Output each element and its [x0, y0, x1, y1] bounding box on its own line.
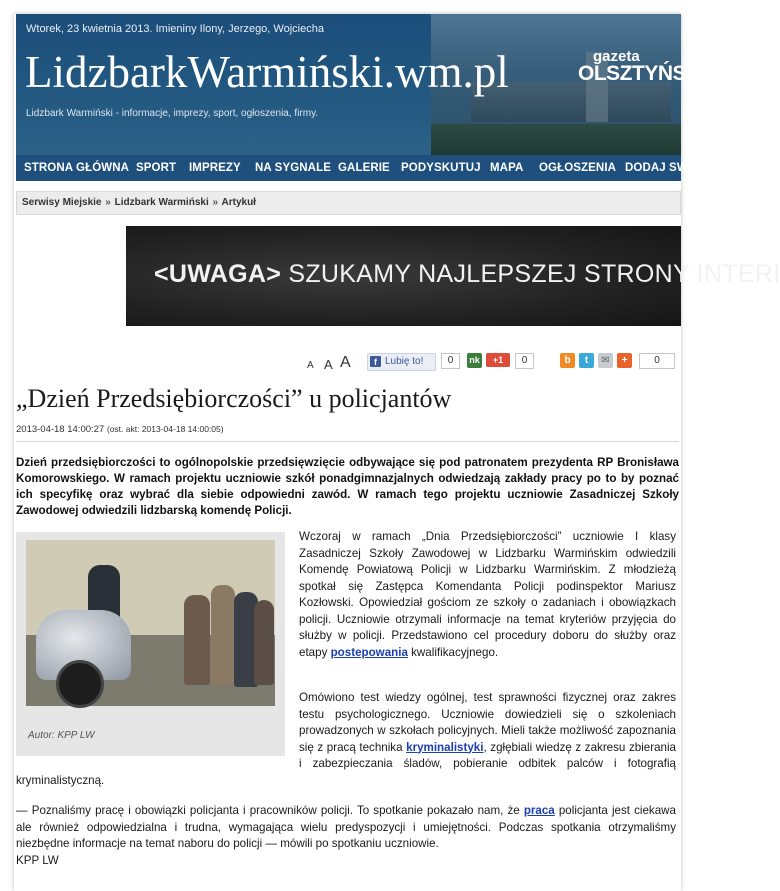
nav-map[interactable]: MAPA	[490, 162, 524, 174]
article-photo[interactable]	[26, 540, 275, 706]
font-size-large-button[interactable]: A	[340, 354, 351, 371]
share-count: 0	[639, 353, 675, 369]
nav-home[interactable]: STRONA GŁÓWNA	[24, 162, 130, 174]
link-postepowania[interactable]: postepowania	[330, 645, 408, 659]
photo-caption: Autor: KPP LW	[28, 730, 95, 741]
blip-icon[interactable]: b	[560, 353, 575, 368]
font-size-small-button[interactable]: A	[307, 360, 314, 371]
breadcrumb-city-services[interactable]: Serwisy Miejskie	[22, 197, 102, 208]
google-plus-count: 0	[515, 353, 534, 369]
link-praca[interactable]: praca	[523, 804, 555, 817]
nk-share-icon[interactable]: nk	[467, 353, 482, 368]
nav-events[interactable]: IMPREZY	[189, 162, 241, 174]
breadcrumb-lidzbark[interactable]: Lidzbark Warmiński	[114, 197, 209, 208]
nav-sport[interactable]: SPORT	[136, 162, 177, 174]
facebook-like-count: 0	[441, 353, 460, 369]
article-paragraph-1: Wczoraj w ramach „Dnia Przedsiębiorczości” uczniowie I klasy Zasadniczej Szkoły Zawodowej w Lidzbarku Warmińskim odwiedzili Komendę Powiatową Policji w Lidzbarku Warmińskim. Z młodzieżą spotkał się Zastępca Komendanta Policji podinspektor Mariusz Kozłowski. Opowiedział gościom ze szkoły o zadaniach i obowiązkach policji. Uczniowie otrzymali informacje na temat kryteriów przyjęcia do służby w policji. Przedstawiono cel procedury doboru do służby oraz etapy postepowania kwalifikacyjnego.	[299, 530, 676, 659]
ad-banner[interactable]	[126, 226, 780, 326]
gazeta-olsztynska-logo[interactable]: gazeta OLSZTYŃS	[578, 48, 687, 85]
email-icon[interactable]: ✉	[598, 353, 613, 368]
updated-date: (ost. akt: 2013-04-18 14:00:05)	[106, 424, 224, 434]
page-frame	[14, 14, 780, 891]
add-share-icon[interactable]: +	[617, 353, 632, 368]
site-title-logo[interactable]: LidzbarkWarmiński.wm.pl	[25, 47, 509, 97]
font-size-medium-button[interactable]: A	[324, 357, 333, 372]
site-tagline: Lidzbark Warmiński - informacje, imprezy, sport, ogłoszenia, firmy.	[26, 108, 319, 119]
nav-na-sygnale[interactable]: NA SYGNALE	[255, 162, 331, 174]
date-line: Wtorek, 23 kwietnia 2013. Imieniny Ilony, Jerzego, Wojciecha	[26, 23, 324, 35]
facebook-icon: f	[370, 356, 381, 367]
nav-discuss[interactable]: PODYSKUTUJ	[401, 162, 481, 174]
breadcrumb-current: Artykuł	[221, 197, 256, 208]
article-signature: KPP LW	[16, 854, 59, 867]
nav-ads[interactable]: OGŁOSZENIA	[539, 162, 617, 174]
article-paragraph-3: — Poznaliśmy pracę i obowiązki policjanta i pracowników policji. To spotkanie pokazało nam, że praca policjanta jest ciekawa ale również odpowiedzialna i trudna, wymagająca wielu predyspozycji i umiejętności. Podczas spotkania otrzymaliśmy niezbędne informacje na temat naboru do policji — mówili po spotkaniu uczniowie.	[16, 804, 676, 850]
breadcrumb-separator: »	[105, 197, 111, 208]
breadcrumb-separator: »	[212, 197, 219, 208]
banner-text: <UWAGA> SZUKAMY NAJLEPSZEJ STRONY INTERI	[154, 260, 780, 288]
main-nav	[16, 155, 688, 181]
article-lead: Dzień przedsiębiorczości to ogólnopolskie przedsięwzięcie odbywające się pod patronatem prezydenta RP Bronisława Komorowskiego. W ramach projektu uczniowie szkół ponadgimnazjalnych odwiedzają zakłady pracy po to by poznać ich specyfikę oraz wybrać dla siebie odpowiedni zawód. W ramach tego projektu uczniowie Zasadniczej Szkoły Zawodowej odwiedzili lidzbarską komendę Policji.	[16, 456, 679, 517]
nav-galleries[interactable]: GALERIE	[338, 162, 390, 174]
site-header	[16, 14, 687, 155]
published-date: 2013-04-18 14:00:27	[16, 424, 105, 435]
link-kryminalistyki[interactable]: kryminalistyki	[406, 740, 484, 754]
article-title: „Dzień Przedsiębiorczości” u policjantów	[16, 384, 452, 413]
divider	[16, 441, 679, 442]
article-meta	[16, 424, 224, 435]
nav-add[interactable]: DODAJ SW	[625, 162, 688, 174]
facebook-like-button[interactable]: f Lubię to!	[367, 353, 436, 371]
article-paragraph-2: Omówiono test wiedzy ogólnej, test sprawności fizycznej oraz zakres testu psychologicznego. Uczniowie dowiedzieli się o szkoleniach prowadzonych w szkołach policyjnych. Mieli także możliwość zapoznania się z pracą technika kryminalistyki, zgłębiali wiedzę z zakresu zbierania i zabezpieczania śladów, pobieranie odbitek palców i fotografią kryminalistyczną.	[16, 691, 677, 787]
photo-wrap-spacer	[16, 690, 299, 758]
twitter-icon[interactable]: t	[579, 353, 594, 368]
google-plus-button[interactable]: +1	[486, 353, 510, 367]
breadcrumb	[16, 191, 681, 215]
